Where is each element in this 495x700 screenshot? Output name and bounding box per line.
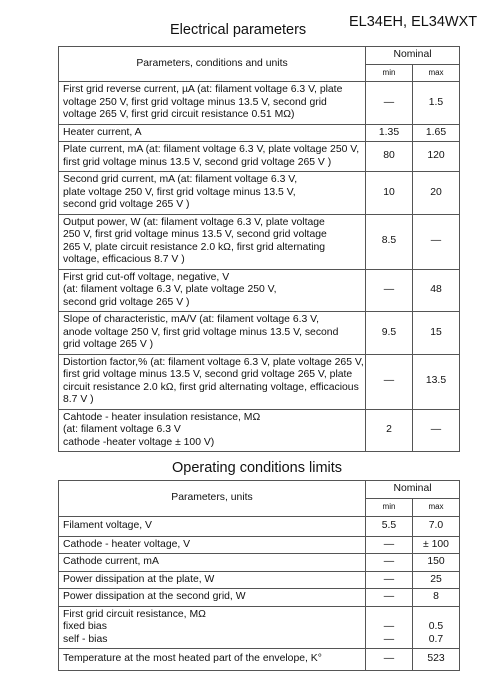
- table-row: [59, 82, 460, 125]
- text-line: [417, 609, 455, 622]
- text-line: 8.7 V ): [63, 394, 94, 405]
- table-row: [59, 142, 460, 172]
- parameter-cell: [59, 649, 366, 671]
- parameter-cell: [59, 409, 366, 452]
- table-row: [59, 516, 460, 536]
- table-row: [59, 214, 460, 269]
- min-value-cell: 80: [366, 142, 413, 172]
- min-value-cell: 9.5: [366, 312, 413, 355]
- parameter-cell: [59, 606, 366, 649]
- text-line: voltage, efficacious 8.7 V ): [63, 254, 185, 265]
- text-line: 265 V, plate circuit resistance 2.0 kΩ, first grid alternating: [63, 241, 326, 253]
- min-value-cell: —: [366, 354, 413, 409]
- max-value-cell: 150: [413, 554, 460, 572]
- text-line: fixed bias: [63, 621, 107, 632]
- table-row: [59, 124, 460, 142]
- text-line: Power dissipation at the second grid, W: [63, 591, 246, 602]
- text-line: Output power, W (at: filament voltage 6.3 V, plate voltage: [63, 216, 325, 228]
- section-title-operating-limits: Operating conditions limits: [172, 460, 343, 476]
- min-value-cell: —: [366, 571, 413, 589]
- text-line: 0.5: [428, 621, 444, 632]
- parameter-cell: [59, 124, 366, 142]
- parameter-cell: [59, 354, 366, 409]
- min-value-cell: 8.5: [366, 214, 413, 269]
- text-line: 0.7: [428, 633, 444, 645]
- table-row: [59, 536, 460, 554]
- parameter-cell: [59, 172, 366, 215]
- min-value-cell: 2: [366, 409, 413, 452]
- parameter-cell: [59, 82, 366, 125]
- table-row: [59, 269, 460, 312]
- header-parameters: Parameters, conditions and units: [59, 47, 366, 82]
- max-value-cell: 1.65: [413, 124, 460, 142]
- max-value-cell: 523: [413, 649, 460, 671]
- min-value-cell: —: [366, 269, 413, 312]
- min-value-cell: 5.5: [366, 516, 413, 536]
- parameter-cell: [59, 571, 366, 589]
- parameter-cell: [59, 142, 366, 172]
- table-row: [59, 589, 460, 607]
- parameter-cell: [59, 214, 366, 269]
- table-row: [59, 571, 460, 589]
- text-line: [370, 609, 408, 622]
- parameter-cell: [59, 589, 366, 607]
- header-max: max: [413, 498, 460, 516]
- text-line: cathode -heater voltage ± 100 V): [63, 436, 215, 448]
- min-value-cell: —: [366, 649, 413, 671]
- electrical-parameters-table: [58, 46, 460, 452]
- parameter-cell: [59, 312, 366, 355]
- operating-limits-table: [58, 480, 460, 671]
- header-nominal: Nominal: [366, 47, 460, 65]
- text-line: anode voltage 250 V, first grid voltage minus 13.5 V, second: [63, 326, 339, 338]
- max-value-cell: 15: [413, 312, 460, 355]
- table-row: [59, 554, 460, 572]
- text-line: voltage 250 V, first grid voltage minus 13.5 V, second grid: [63, 96, 327, 108]
- max-value-cell: ± 100: [413, 536, 460, 554]
- text-line: grid voltage 265 V ): [63, 339, 154, 350]
- max-value-cell: 20: [413, 172, 460, 215]
- text-line: First grid reverse current, µA (at: filament voltage 6.3 V, plate: [63, 84, 343, 95]
- max-value-cell: 25: [413, 571, 460, 589]
- text-line: Filament voltage, V: [63, 519, 152, 531]
- text-line: Second grid current, mA (at: filament voltage 6.3 V,: [63, 174, 298, 185]
- text-line: second grid voltage 265 V ): [63, 199, 190, 210]
- text-line: First grid cut-off voltage, negative, V: [63, 271, 230, 283]
- text-line: —: [383, 621, 395, 632]
- text-line: Cahtode - heater insulation resistance, MΩ: [63, 411, 261, 423]
- text-line: Slope of characteristic, mA/V (at: filament voltage 6.3 V,: [63, 314, 320, 325]
- max-value-cell: [413, 606, 460, 649]
- header-min: min: [366, 64, 413, 82]
- min-value-cell: 1.35: [366, 124, 413, 142]
- parameter-cell: [59, 554, 366, 572]
- max-value-cell: 48: [413, 269, 460, 312]
- tube-model-code: EL34EH, EL34WXT: [349, 14, 478, 30]
- text-line: First grid circuit resistance, MΩ: [63, 608, 206, 620]
- text-line: Cathode current, mA: [63, 556, 159, 567]
- text-line: Power dissipation at the plate, W: [63, 573, 215, 585]
- max-value-cell: —: [413, 409, 460, 452]
- table-row: [59, 354, 460, 409]
- table-row: [59, 649, 460, 671]
- table-row: [59, 312, 460, 355]
- text-line: first grid voltage minus 13.5 V, second grid voltage 265 V ): [63, 156, 332, 168]
- parameter-cell: [59, 269, 366, 312]
- header-min: min: [366, 498, 413, 516]
- text-line: circuit resistance 2.0 kΩ, first grid alternating voltage, efficacious: [63, 381, 359, 393]
- max-value-cell: 1.5: [413, 82, 460, 125]
- parameter-cell: [59, 516, 366, 536]
- text-line: self - bias: [63, 633, 108, 645]
- header-nominal: Nominal: [366, 481, 460, 499]
- min-value-cell: —: [366, 82, 413, 125]
- text-line: (at: filament voltage 6.3 V: [63, 424, 181, 435]
- max-value-cell: 8: [413, 589, 460, 607]
- text-line: Temperature at the most heated part of the envelope, K°: [63, 653, 322, 665]
- min-value-cell: 10: [366, 172, 413, 215]
- section-title-electrical: Electrical parameters: [170, 22, 307, 38]
- max-value-cell: 7.0: [413, 516, 460, 536]
- text-line: second grid voltage 265 V ): [63, 296, 190, 308]
- text-line: plate voltage 250 V, first grid voltage minus 13.5 V,: [63, 186, 296, 198]
- text-line: —: [383, 633, 395, 645]
- min-value-cell: —: [366, 589, 413, 607]
- header-parameters: Parameters, units: [59, 481, 366, 517]
- text-line: 250 V, first grid voltage minus 13.5 V, second grid voltage: [63, 229, 327, 240]
- table-row: [59, 606, 460, 649]
- table-row: [59, 409, 460, 452]
- text-line: (at: filament voltage 6.3 V, plate voltage 250 V,: [63, 284, 277, 295]
- header-max: max: [413, 64, 460, 82]
- text-line: Plate current, mA (at: filament voltage 6.3 V, plate voltage 250 V,: [63, 144, 360, 155]
- max-value-cell: 13.5: [413, 354, 460, 409]
- text-line: Heater current, A: [63, 126, 142, 138]
- table-row: [59, 172, 460, 215]
- min-value-cell: [366, 606, 413, 649]
- text-line: Distortion factor,% (at: filament voltage 6.3 V, plate voltage 265 V,: [63, 356, 364, 368]
- text-line: voltage 265 V, first grid circuit resistance 0.51 MΩ): [63, 109, 295, 120]
- parameter-cell: [59, 536, 366, 554]
- max-value-cell: 120: [413, 142, 460, 172]
- min-value-cell: —: [366, 536, 413, 554]
- max-value-cell: —: [413, 214, 460, 269]
- min-value-cell: —: [366, 554, 413, 572]
- text-line: first grid voltage minus 13.5 V, second grid voltage 265 V, plate: [63, 369, 353, 380]
- text-line: Cathode - heater voltage, V: [63, 538, 191, 550]
